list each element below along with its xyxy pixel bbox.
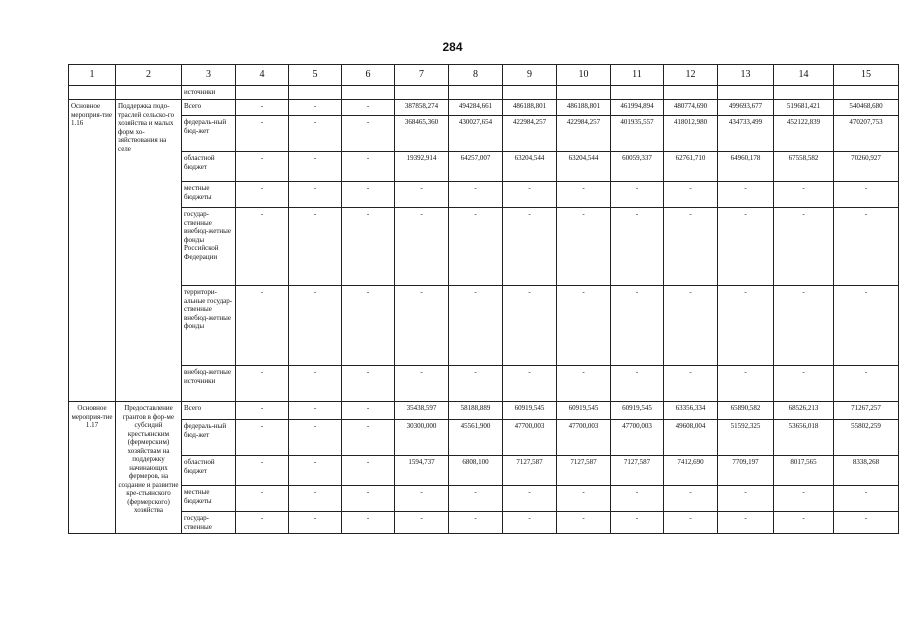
value-cell: - — [611, 366, 664, 402]
value-cell: - — [289, 512, 342, 534]
value-cell: - — [557, 512, 611, 534]
value-cell: 47700,003 — [611, 420, 664, 456]
value-cell: 461994,894 — [611, 100, 664, 116]
value-cell: 8017,565 — [774, 456, 834, 486]
event-cell — [69, 86, 116, 100]
table-row — [69, 366, 899, 402]
value-cell: - — [289, 286, 342, 366]
event-name: Основное мероприя-тие 1.17 — [69, 402, 116, 534]
value-cell: 63204,544 — [557, 152, 611, 182]
value-cell: - — [449, 208, 503, 286]
value-cell: 63356,334 — [664, 402, 718, 420]
value-cell: - — [342, 420, 395, 456]
funding-source: государ-ственные — [182, 512, 236, 534]
funding-source: областной бюджет — [182, 152, 236, 182]
value-cell: - — [503, 366, 557, 402]
value-cell: - — [834, 182, 899, 208]
value-cell: 65890,582 — [718, 402, 774, 420]
value-cell — [664, 86, 718, 100]
value-cell: - — [774, 512, 834, 534]
value-cell: - — [718, 486, 774, 512]
value-cell: - — [834, 366, 899, 402]
page-number: 284 — [442, 40, 463, 54]
column-number: 8 — [449, 65, 503, 86]
table-row — [69, 402, 899, 420]
value-cell: - — [236, 486, 289, 512]
value-cell: - — [395, 512, 449, 534]
table-row — [69, 512, 899, 534]
value-cell: - — [236, 420, 289, 456]
funding-source: федераль-ный бюд-жет — [182, 420, 236, 456]
value-cell: - — [664, 182, 718, 208]
value-cell: - — [774, 208, 834, 286]
funding-source: государ-ственные внебюд-жетные фонды Российской Федерации — [182, 208, 236, 286]
column-number: 3 — [182, 65, 236, 86]
value-cell: - — [664, 512, 718, 534]
value-cell: 8338,268 — [834, 456, 899, 486]
value-cell: 51592,325 — [718, 420, 774, 456]
value-cell: - — [342, 152, 395, 182]
value-cell: - — [236, 456, 289, 486]
value-cell: 452122,839 — [774, 116, 834, 152]
funding-source: Всего — [182, 100, 236, 116]
column-number: 6 — [342, 65, 395, 86]
value-cell — [557, 86, 611, 100]
value-cell: - — [289, 100, 342, 116]
value-cell: 19392,914 — [395, 152, 449, 182]
column-number: 13 — [718, 65, 774, 86]
value-cell: - — [557, 366, 611, 402]
value-cell: - — [342, 182, 395, 208]
value-cell: - — [557, 182, 611, 208]
value-cell: - — [503, 286, 557, 366]
value-cell: - — [289, 456, 342, 486]
value-cell — [503, 86, 557, 100]
value-cell: 53656,018 — [774, 420, 834, 456]
value-cell: - — [449, 182, 503, 208]
column-number: 4 — [236, 65, 289, 86]
value-cell: - — [611, 182, 664, 208]
description-cell — [116, 86, 182, 100]
funding-source: Всего — [182, 402, 236, 420]
value-cell: - — [236, 182, 289, 208]
value-cell: - — [236, 512, 289, 534]
value-cell: - — [449, 286, 503, 366]
value-cell: 6808,100 — [449, 456, 503, 486]
value-cell: - — [834, 512, 899, 534]
value-cell: 45561,900 — [449, 420, 503, 456]
value-cell: 480774,690 — [664, 100, 718, 116]
value-cell: - — [449, 366, 503, 402]
value-cell: 434733,499 — [718, 116, 774, 152]
value-cell: 422984,257 — [557, 116, 611, 152]
event-description: Предоставление грантов в фор-ме субсидий крестьянским (фермерским) хозяйствам на поддержку начинающих фермеров, на создание и развитие кре-стьянского (фермерского) хозяйства — [116, 402, 182, 534]
value-cell: - — [289, 402, 342, 420]
funding-source: местные бюджеты — [182, 182, 236, 208]
column-number: 5 — [289, 65, 342, 86]
value-cell: 62761,710 — [664, 152, 718, 182]
value-cell: - — [834, 286, 899, 366]
funding-source: областной бюджет — [182, 456, 236, 486]
column-number: 14 — [774, 65, 834, 86]
value-cell — [611, 86, 664, 100]
budget-table — [68, 64, 899, 534]
value-cell: 486188,801 — [557, 100, 611, 116]
table-row — [69, 182, 899, 208]
value-cell — [395, 86, 449, 100]
value-cell: 35438,597 — [395, 402, 449, 420]
column-number: 11 — [611, 65, 664, 86]
value-cell: - — [236, 100, 289, 116]
value-cell: - — [611, 486, 664, 512]
value-cell: - — [664, 286, 718, 366]
funding-source: федераль-ный бюд-жет — [182, 116, 236, 152]
value-cell: - — [557, 286, 611, 366]
value-cell: - — [503, 208, 557, 286]
value-cell: - — [718, 286, 774, 366]
value-cell: - — [236, 286, 289, 366]
value-cell: 7709,197 — [718, 456, 774, 486]
value-cell: 470207,753 — [834, 116, 899, 152]
value-cell: 387858,274 — [395, 100, 449, 116]
value-cell: - — [342, 208, 395, 286]
value-cell: - — [236, 208, 289, 286]
value-cell: - — [664, 366, 718, 402]
value-cell: - — [342, 402, 395, 420]
value-cell: - — [289, 486, 342, 512]
value-cell: 7127,587 — [557, 456, 611, 486]
value-cell: 418012,980 — [664, 116, 718, 152]
value-cell — [289, 86, 342, 100]
value-cell: - — [774, 486, 834, 512]
table-row — [69, 420, 899, 456]
value-cell: - — [503, 512, 557, 534]
value-cell: - — [664, 486, 718, 512]
value-cell: 519681,421 — [774, 100, 834, 116]
value-cell: 486188,801 — [503, 100, 557, 116]
column-number: 2 — [116, 65, 182, 86]
value-cell: - — [342, 456, 395, 486]
table-row — [69, 456, 899, 486]
value-cell: - — [611, 286, 664, 366]
value-cell — [449, 86, 503, 100]
funding-source: территори-альные государ-ственные внебюд-жетные фонды — [182, 286, 236, 366]
value-cell: - — [395, 208, 449, 286]
value-cell: - — [503, 182, 557, 208]
value-cell: 55802,259 — [834, 420, 899, 456]
value-cell — [342, 86, 395, 100]
value-cell: 67558,582 — [774, 152, 834, 182]
event-name: Основное мероприя-тие 1.16 — [69, 100, 116, 402]
value-cell: - — [236, 402, 289, 420]
value-cell: - — [834, 208, 899, 286]
table-row — [69, 116, 899, 152]
value-cell — [236, 86, 289, 100]
value-cell: - — [718, 366, 774, 402]
value-cell — [834, 86, 899, 100]
value-cell: - — [718, 182, 774, 208]
value-cell: - — [342, 286, 395, 366]
funding-source: источники — [182, 86, 236, 100]
value-cell: - — [289, 182, 342, 208]
value-cell: - — [718, 208, 774, 286]
value-cell: - — [289, 366, 342, 402]
value-cell: 58188,889 — [449, 402, 503, 420]
value-cell: 7412,690 — [664, 456, 718, 486]
value-cell: 63204,544 — [503, 152, 557, 182]
value-cell: 71267,257 — [834, 402, 899, 420]
value-cell: 1594,737 — [395, 456, 449, 486]
value-cell: - — [611, 512, 664, 534]
value-cell: 64960,178 — [718, 152, 774, 182]
value-cell: - — [395, 366, 449, 402]
value-cell: 494284,661 — [449, 100, 503, 116]
value-cell: 368465,360 — [395, 116, 449, 152]
value-cell: - — [395, 182, 449, 208]
value-cell: 47700,003 — [557, 420, 611, 456]
column-number: 9 — [503, 65, 557, 86]
value-cell: - — [395, 286, 449, 366]
value-cell: 30300,000 — [395, 420, 449, 456]
value-cell: 7127,587 — [503, 456, 557, 486]
value-cell: 64257,007 — [449, 152, 503, 182]
value-cell: 7127,587 — [611, 456, 664, 486]
table-row — [69, 486, 899, 512]
value-cell: - — [774, 182, 834, 208]
value-cell: 68526,213 — [774, 402, 834, 420]
value-cell: - — [557, 486, 611, 512]
value-cell: 401935,557 — [611, 116, 664, 152]
value-cell: - — [342, 366, 395, 402]
value-cell: - — [342, 116, 395, 152]
value-cell: - — [289, 420, 342, 456]
column-number: 7 — [395, 65, 449, 86]
value-cell: 422984,257 — [503, 116, 557, 152]
value-cell: - — [774, 286, 834, 366]
table-row — [69, 152, 899, 182]
value-cell: 60919,545 — [611, 402, 664, 420]
value-cell: - — [342, 100, 395, 116]
value-cell: - — [342, 512, 395, 534]
value-cell: - — [289, 208, 342, 286]
value-cell: - — [342, 486, 395, 512]
value-cell: 60919,545 — [503, 402, 557, 420]
value-cell: - — [774, 366, 834, 402]
value-cell: - — [236, 366, 289, 402]
funding-source: местные бюджеты — [182, 486, 236, 512]
value-cell: 47700,003 — [503, 420, 557, 456]
column-number-row — [69, 65, 899, 86]
table-row — [69, 86, 899, 100]
value-cell: - — [557, 208, 611, 286]
value-cell: - — [236, 152, 289, 182]
value-cell: - — [289, 116, 342, 152]
value-cell: - — [664, 208, 718, 286]
value-cell: 70260,927 — [834, 152, 899, 182]
value-cell: - — [503, 486, 557, 512]
value-cell: - — [449, 512, 503, 534]
event-description: Поддержка подо-траслей сельско-го хозяйства и малых форм хо-зяйствования на селе — [116, 100, 182, 402]
column-number: 1 — [69, 65, 116, 86]
value-cell: - — [395, 486, 449, 512]
value-cell: 49608,004 — [664, 420, 718, 456]
value-cell: 499693,677 — [718, 100, 774, 116]
value-cell: 540468,680 — [834, 100, 899, 116]
column-number: 10 — [557, 65, 611, 86]
value-cell: 60059,337 — [611, 152, 664, 182]
value-cell — [774, 86, 834, 100]
column-number: 15 — [834, 65, 899, 86]
value-cell: - — [611, 208, 664, 286]
value-cell: - — [718, 512, 774, 534]
table-row — [69, 286, 899, 366]
table-row — [69, 208, 899, 286]
value-cell: 60919,545 — [557, 402, 611, 420]
value-cell: - — [834, 486, 899, 512]
value-cell: - — [236, 116, 289, 152]
value-cell: - — [449, 486, 503, 512]
funding-source: внебюд-жетные источники — [182, 366, 236, 402]
column-number: 12 — [664, 65, 718, 86]
value-cell: 430027,654 — [449, 116, 503, 152]
table-row — [69, 100, 899, 116]
value-cell: - — [289, 152, 342, 182]
value-cell — [718, 86, 774, 100]
